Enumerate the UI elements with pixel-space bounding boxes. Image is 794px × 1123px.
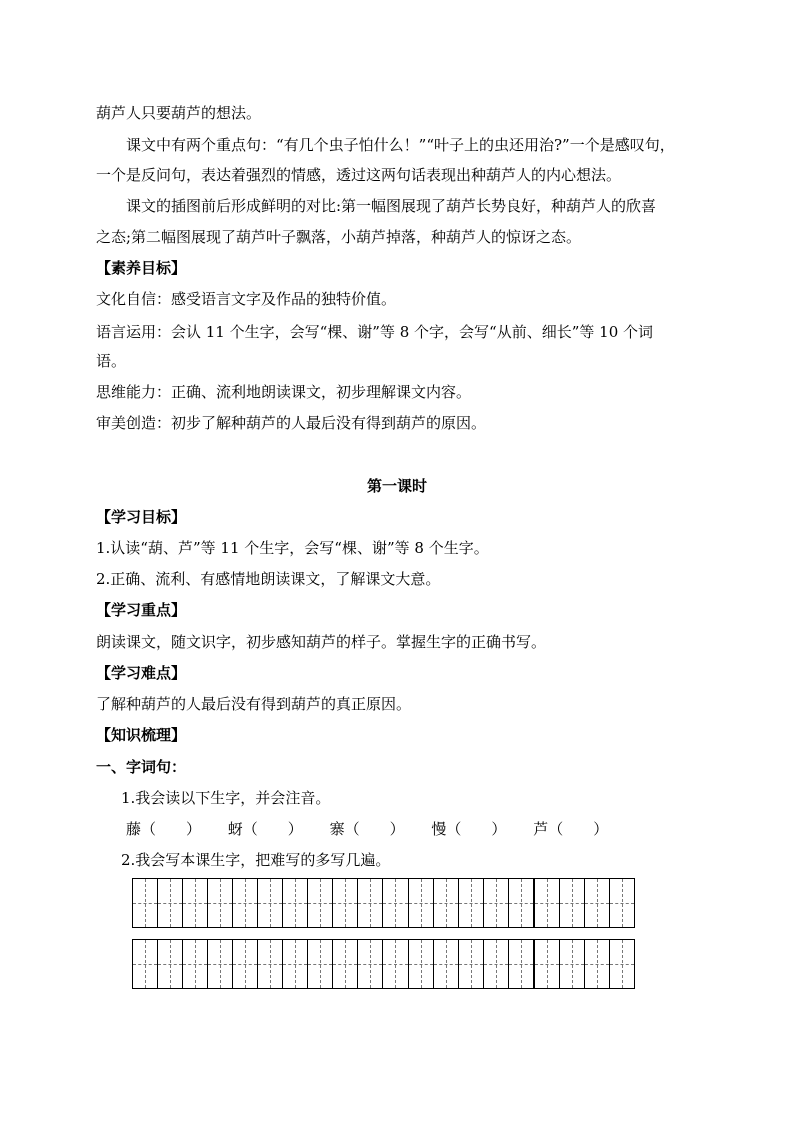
literacy-item: 语言运用：会认 11 个生字，会写“棵、谢”等 8 个字，会写“从前、细长”等 10 个词 bbox=[96, 323, 654, 341]
pinyin-exercise-row bbox=[126, 819, 630, 839]
paragraph-text: 葫芦人只要葫芦的想法。 bbox=[96, 104, 262, 122]
pinyin-item[interactable]: 寨（ ） bbox=[329, 820, 405, 838]
writing-cell[interactable] bbox=[584, 879, 609, 927]
goal-item: 2.正确、流利、有感情地朗读课文，了解课文大意。 bbox=[96, 570, 441, 588]
writing-cell[interactable] bbox=[382, 879, 407, 927]
writing-cell[interactable] bbox=[307, 879, 332, 927]
section-label: 一、字词句： bbox=[96, 758, 187, 776]
writing-cell[interactable] bbox=[533, 879, 559, 927]
goal-item: 1.认读“葫、芦”等 11 个生字，会写“棵、谢”等 8 个生字。 bbox=[96, 539, 489, 557]
writing-cell[interactable] bbox=[332, 879, 357, 927]
writing-cell[interactable] bbox=[357, 879, 382, 927]
writing-cell[interactable] bbox=[133, 879, 157, 927]
writing-cell[interactable] bbox=[157, 879, 182, 927]
writing-cell[interactable] bbox=[357, 940, 382, 988]
task-label: 1.我会读以下生字，并会注音。 bbox=[121, 789, 331, 807]
writing-cell[interactable] bbox=[458, 940, 483, 988]
writing-cell[interactable] bbox=[408, 940, 433, 988]
paragraph-text: 一个是反问句，表达着强烈的情感，透过这两句话表现出种葫芦人的内心想法。 bbox=[96, 166, 622, 184]
focus-text: 朗读课文，随文识字，初步感知葫芦的样子。掌握生字的正确书写。 bbox=[96, 633, 547, 651]
paragraph-text: 之态;第二幅图展现了葫芦叶子飘落，小葫芦掉落，种葫芦人的惊讶之态。 bbox=[96, 228, 582, 246]
writing-cell[interactable] bbox=[257, 940, 282, 988]
writing-cell[interactable] bbox=[609, 879, 634, 927]
pinyin-item[interactable]: 慢（ ） bbox=[431, 820, 507, 838]
writing-cell[interactable] bbox=[408, 879, 433, 927]
writing-cell[interactable] bbox=[257, 879, 282, 927]
pinyin-item[interactable]: 藤（ ） bbox=[126, 820, 202, 838]
pinyin-item[interactable]: 芦（ ） bbox=[533, 820, 609, 838]
paragraph-text: 课文的插图前后形成鲜明的对比:第一幅图展现了葫芦长势良好，种葫芦人的欣喜 bbox=[126, 197, 657, 215]
section-heading-literacy: 【素养目标】 bbox=[96, 259, 187, 277]
writing-cell[interactable] bbox=[609, 940, 634, 988]
section-heading-knowledge: 【知识梳理】 bbox=[96, 726, 187, 744]
writing-cell[interactable] bbox=[584, 940, 609, 988]
writing-cell[interactable] bbox=[382, 940, 407, 988]
writing-cell[interactable] bbox=[332, 940, 357, 988]
paragraph-text: 课文中有两个重点句：“有几个虫子怕什么！”“叶子上的虫还用治?”一个是感叹句， bbox=[126, 136, 675, 154]
writing-grid-row-1[interactable] bbox=[132, 878, 635, 928]
section-heading-focus: 【学习重点】 bbox=[96, 601, 187, 619]
literacy-item: 审美创造：初步了解种葫芦的人最后没有得到葫芦的原因。 bbox=[96, 414, 487, 432]
writing-cell[interactable] bbox=[483, 879, 508, 927]
writing-cell[interactable] bbox=[282, 879, 307, 927]
writing-cell[interactable] bbox=[508, 940, 533, 988]
pinyin-item[interactable]: 蚜（ ） bbox=[227, 820, 303, 838]
writing-cell[interactable] bbox=[207, 940, 232, 988]
section-heading-difficulty: 【学习难点】 bbox=[96, 664, 187, 682]
literacy-item: 语。 bbox=[96, 352, 127, 370]
writing-cell[interactable] bbox=[508, 879, 533, 927]
writing-cell[interactable] bbox=[307, 940, 332, 988]
writing-cell[interactable] bbox=[232, 940, 257, 988]
task-label: 2.我会写本课生字，把难写的多写几遍。 bbox=[121, 851, 391, 869]
writing-cell[interactable] bbox=[232, 879, 257, 927]
writing-cell[interactable] bbox=[559, 940, 584, 988]
literacy-item: 思维能力：正确、流利地朗读课文，初步理解课文内容。 bbox=[96, 383, 472, 401]
writing-cell[interactable] bbox=[157, 940, 182, 988]
writing-cell[interactable] bbox=[182, 940, 207, 988]
writing-cell[interactable] bbox=[133, 940, 157, 988]
writing-cell[interactable] bbox=[559, 879, 584, 927]
writing-cell[interactable] bbox=[483, 940, 508, 988]
writing-cell[interactable] bbox=[433, 879, 458, 927]
writing-cell[interactable] bbox=[282, 940, 307, 988]
writing-cell[interactable] bbox=[533, 940, 559, 988]
writing-cell[interactable] bbox=[207, 879, 232, 927]
writing-cell[interactable] bbox=[433, 940, 458, 988]
writing-grid-row-2[interactable] bbox=[132, 939, 635, 989]
literacy-item: 文化自信：感受语言文字及作品的独特价值。 bbox=[96, 290, 397, 308]
writing-cell[interactable] bbox=[182, 879, 207, 927]
section-heading-goals: 【学习目标】 bbox=[96, 508, 187, 526]
difficulty-text: 了解种葫芦的人最后没有得到葫芦的真正原因。 bbox=[96, 695, 412, 713]
writing-cell[interactable] bbox=[458, 879, 483, 927]
lesson-title: 第一课时 bbox=[366, 477, 427, 495]
